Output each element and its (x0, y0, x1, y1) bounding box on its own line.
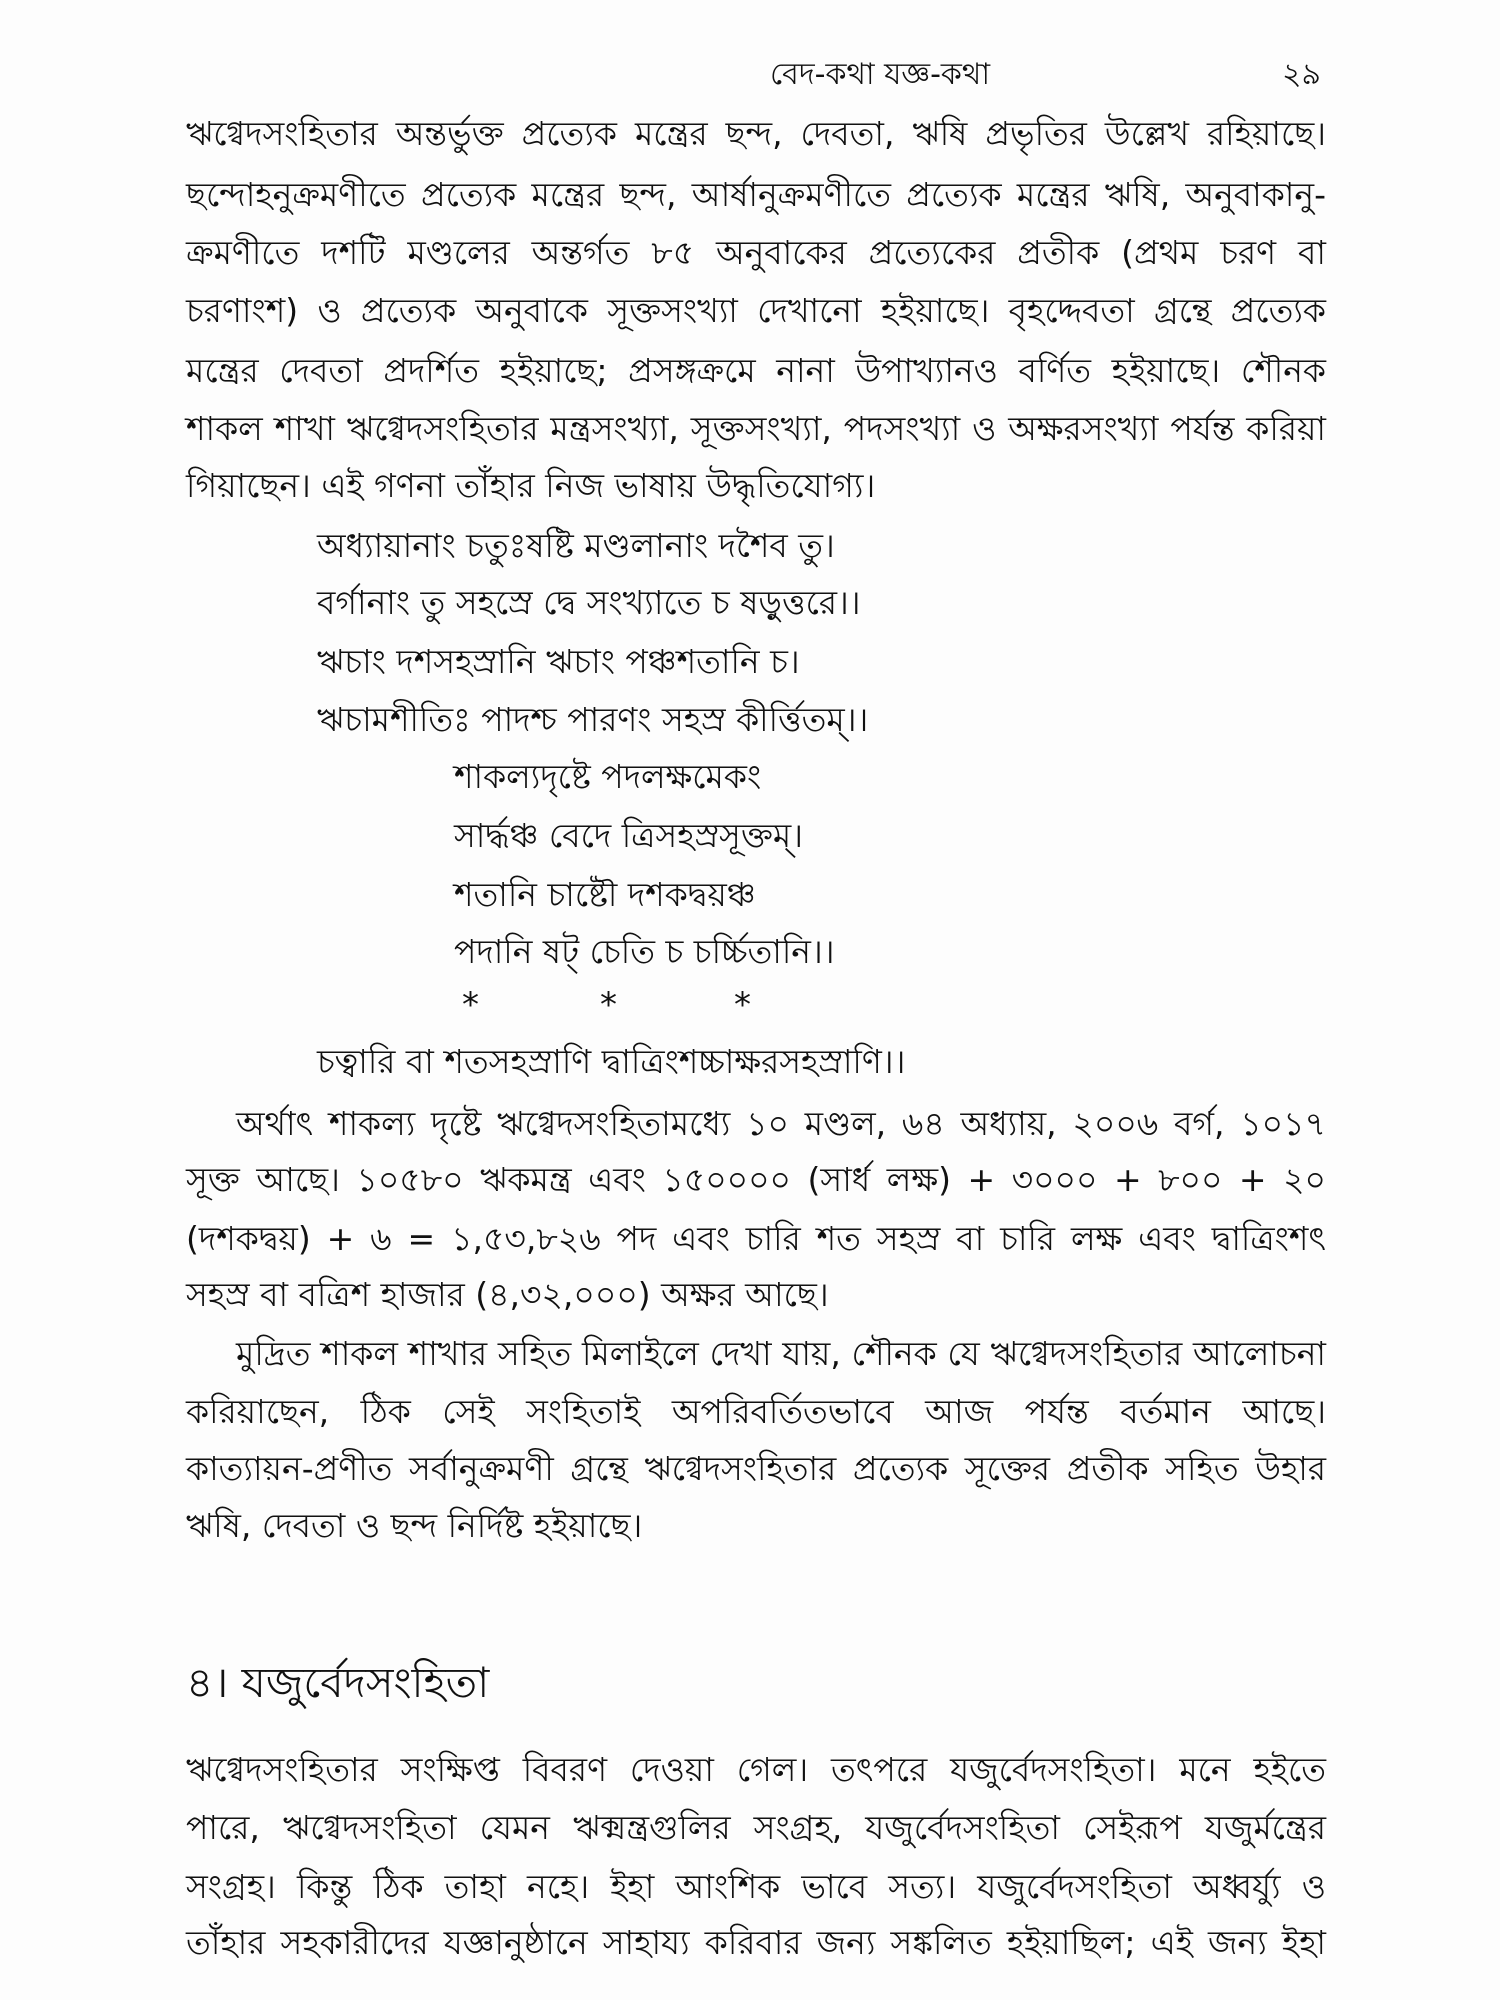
text-line: ক্রমণীতে দশটি মণ্ডলের অন্তর্গত ৮৫ অনুবাকের প্রত্যেকের প্রতীক (প্রথম চরণ বা (186, 233, 1326, 272)
text-line: চরণাংশ) ও প্রত্যেক অনুবাকে সূক্তসংখ্যা দেখানো হইয়াছে। বৃহদ্দেবতা গ্রন্থে প্রত্যেক (186, 291, 1326, 330)
text-line: শাকল শাখা ঋগ্বেদসংহিতার মন্ত্রসংখ্যা, সূক্তসংখ্যা, পদসংখ্যা ও অক্ষরসংখ্যা পর্যন্ত করিয়া (186, 409, 1326, 448)
separator-star: * (734, 985, 751, 1025)
text-line: অর্থাৎ শাকল্য দৃষ্টে ঋগ্বেদসংহিতামধ্যে ১০ মণ্ডল, ৬৪ অধ্যায়, ২০০৬ বর্গ, ১০১৭ (236, 1104, 1326, 1143)
text-line: তাঁহার সহকারীদের যজ্ঞানুষ্ঠানে সাহায্য করিবার জন্য সঙ্কলিত হইয়াছিল; এই জন্য ইহা (186, 1923, 1326, 1962)
running-title: বেদ-কথা যজ্ঞ-কথা (770, 57, 991, 92)
text-line: করিয়াছেন, ঠিক সেই সংহিতাই অপরিবর্তিতভাবে আজ পর্যন্ত বর্তমান আছে। (186, 1392, 1326, 1431)
verse-line: শতানি চাষ্টৌ দশকদ্বয়ঞ্চ (454, 875, 756, 914)
verse-line: অধ্যায়ানাং চতুঃষষ্টি মণ্ডলানাং দশৈব তু। (317, 526, 835, 565)
text-line: মুদ্রিত শাকল শাখার সহিত মিলাইলে দেখা যায়, শৌনক যে ঋগ্বেদসংহিতার আলোচনা (236, 1334, 1326, 1373)
page-number: ২৯ (1282, 57, 1321, 92)
text-line: সংগ্রহ। কিন্তু ঠিক তাহা নহে। ইহা আংশিক ভাবে সত্য। যজুর্বেদসংহিতা অধ্বর্য্যু ও (186, 1867, 1326, 1906)
verse-line: ঋচাং দশসহস্রানি ঋচাং পঞ্চশতানি চ। (317, 642, 800, 681)
text-line: পারে, ঋগ্বেদসংহিতা যেমন ঋক্মন্ত্রগুলির সংগ্রহ, যজুর্বেদসংহিতা সেইরূপ যজুর্মন্ত্রের (186, 1808, 1326, 1847)
section-heading: ৪। যজুর্বেদসংহিতা (186, 1658, 490, 1707)
verse-line: চত্বারি বা শতসহস্রাণি দ্বাত্রিংশচ্চাক্ষরসহস্রাণি।। (317, 1042, 906, 1081)
verse-line: পদানি ষট্ চেতি চ চর্চ্চিতানি।। (454, 932, 835, 971)
text-line: (দশকদ্বয়) + ৬ = ১,৫৩,৮২৬ পদ এবং চারি শত সহস্র বা চারি লক্ষ এবং দ্বাত্রিংশৎ (186, 1219, 1326, 1258)
text-line: মন্ত্রের দেবতা প্রদর্শিত হইয়াছে; প্রসঙ্গক্রমে নানা উপাখ্যানও বর্ণিত হইয়াছে। শৌনক (186, 351, 1326, 390)
text-line: গিয়াছেন। এই গণনা তাঁহার নিজ ভাষায় উদ্ধৃতিযোগ্য। (186, 466, 876, 505)
separator-star: * (600, 985, 617, 1025)
separator-star: * (462, 985, 479, 1025)
text-line: সহস্র বা বত্রিশ হাজার (৪,৩২,০০০) অক্ষর আছে। (186, 1275, 829, 1314)
text-line: ঋগ্বেদসংহিতার অন্তর্ভুক্ত প্রত্যেক মন্ত্রের ছন্দ, দেবতা, ঋষি প্রভৃতির উল্লেখ রহিয়াছে। (186, 114, 1326, 153)
verse-line: সার্দ্ধঞ্চ বেদে ত্রিসহস্রসূক্তম্। (454, 816, 804, 855)
text-line: ঋষি, দেবতা ও ছন্দ নির্দিষ্ট হইয়াছে। (186, 1506, 643, 1545)
verse-line: শাকল্যদৃষ্টে পদলক্ষমেকং (454, 757, 762, 796)
text-line: সূক্ত আছে। ১০৫৮০ ঋকমন্ত্র এবং ১৫০০০০ (সার্ধ লক্ষ) + ৩০০০ + ৮০০ + ২০ (186, 1160, 1326, 1199)
text-line: ঋগ্বেদসংহিতার সংক্ষিপ্ত বিবরণ দেওয়া গেল। তৎপরে যজুর্বেদসংহিতা। মনে হইতে (186, 1750, 1326, 1789)
verse-line: বর্গানাং তু সহস্রে দ্বে সংখ্যাতে চ ষড়ুত্তরে।। (317, 583, 861, 622)
text-line: ছন্দোহনুক্রমণীতে প্রত্যেক মন্ত্রের ছন্দ, আর্ষানুক্রমণীতে প্রত্যেক মন্ত্রের ঋষি, অনুবাকানু- (186, 175, 1326, 214)
text-line: কাত্যায়ন-প্রণীত সর্বানুক্রমণী গ্রন্থে ঋগ্বেদসংহিতার প্রত্যেক সূক্তের প্রতীক সহিত উহার (186, 1449, 1326, 1488)
verse-line: ঋচামশীতিঃ পাদশ্চ পারণং সহস্র কীর্ত্তিতম্।। (317, 700, 869, 739)
